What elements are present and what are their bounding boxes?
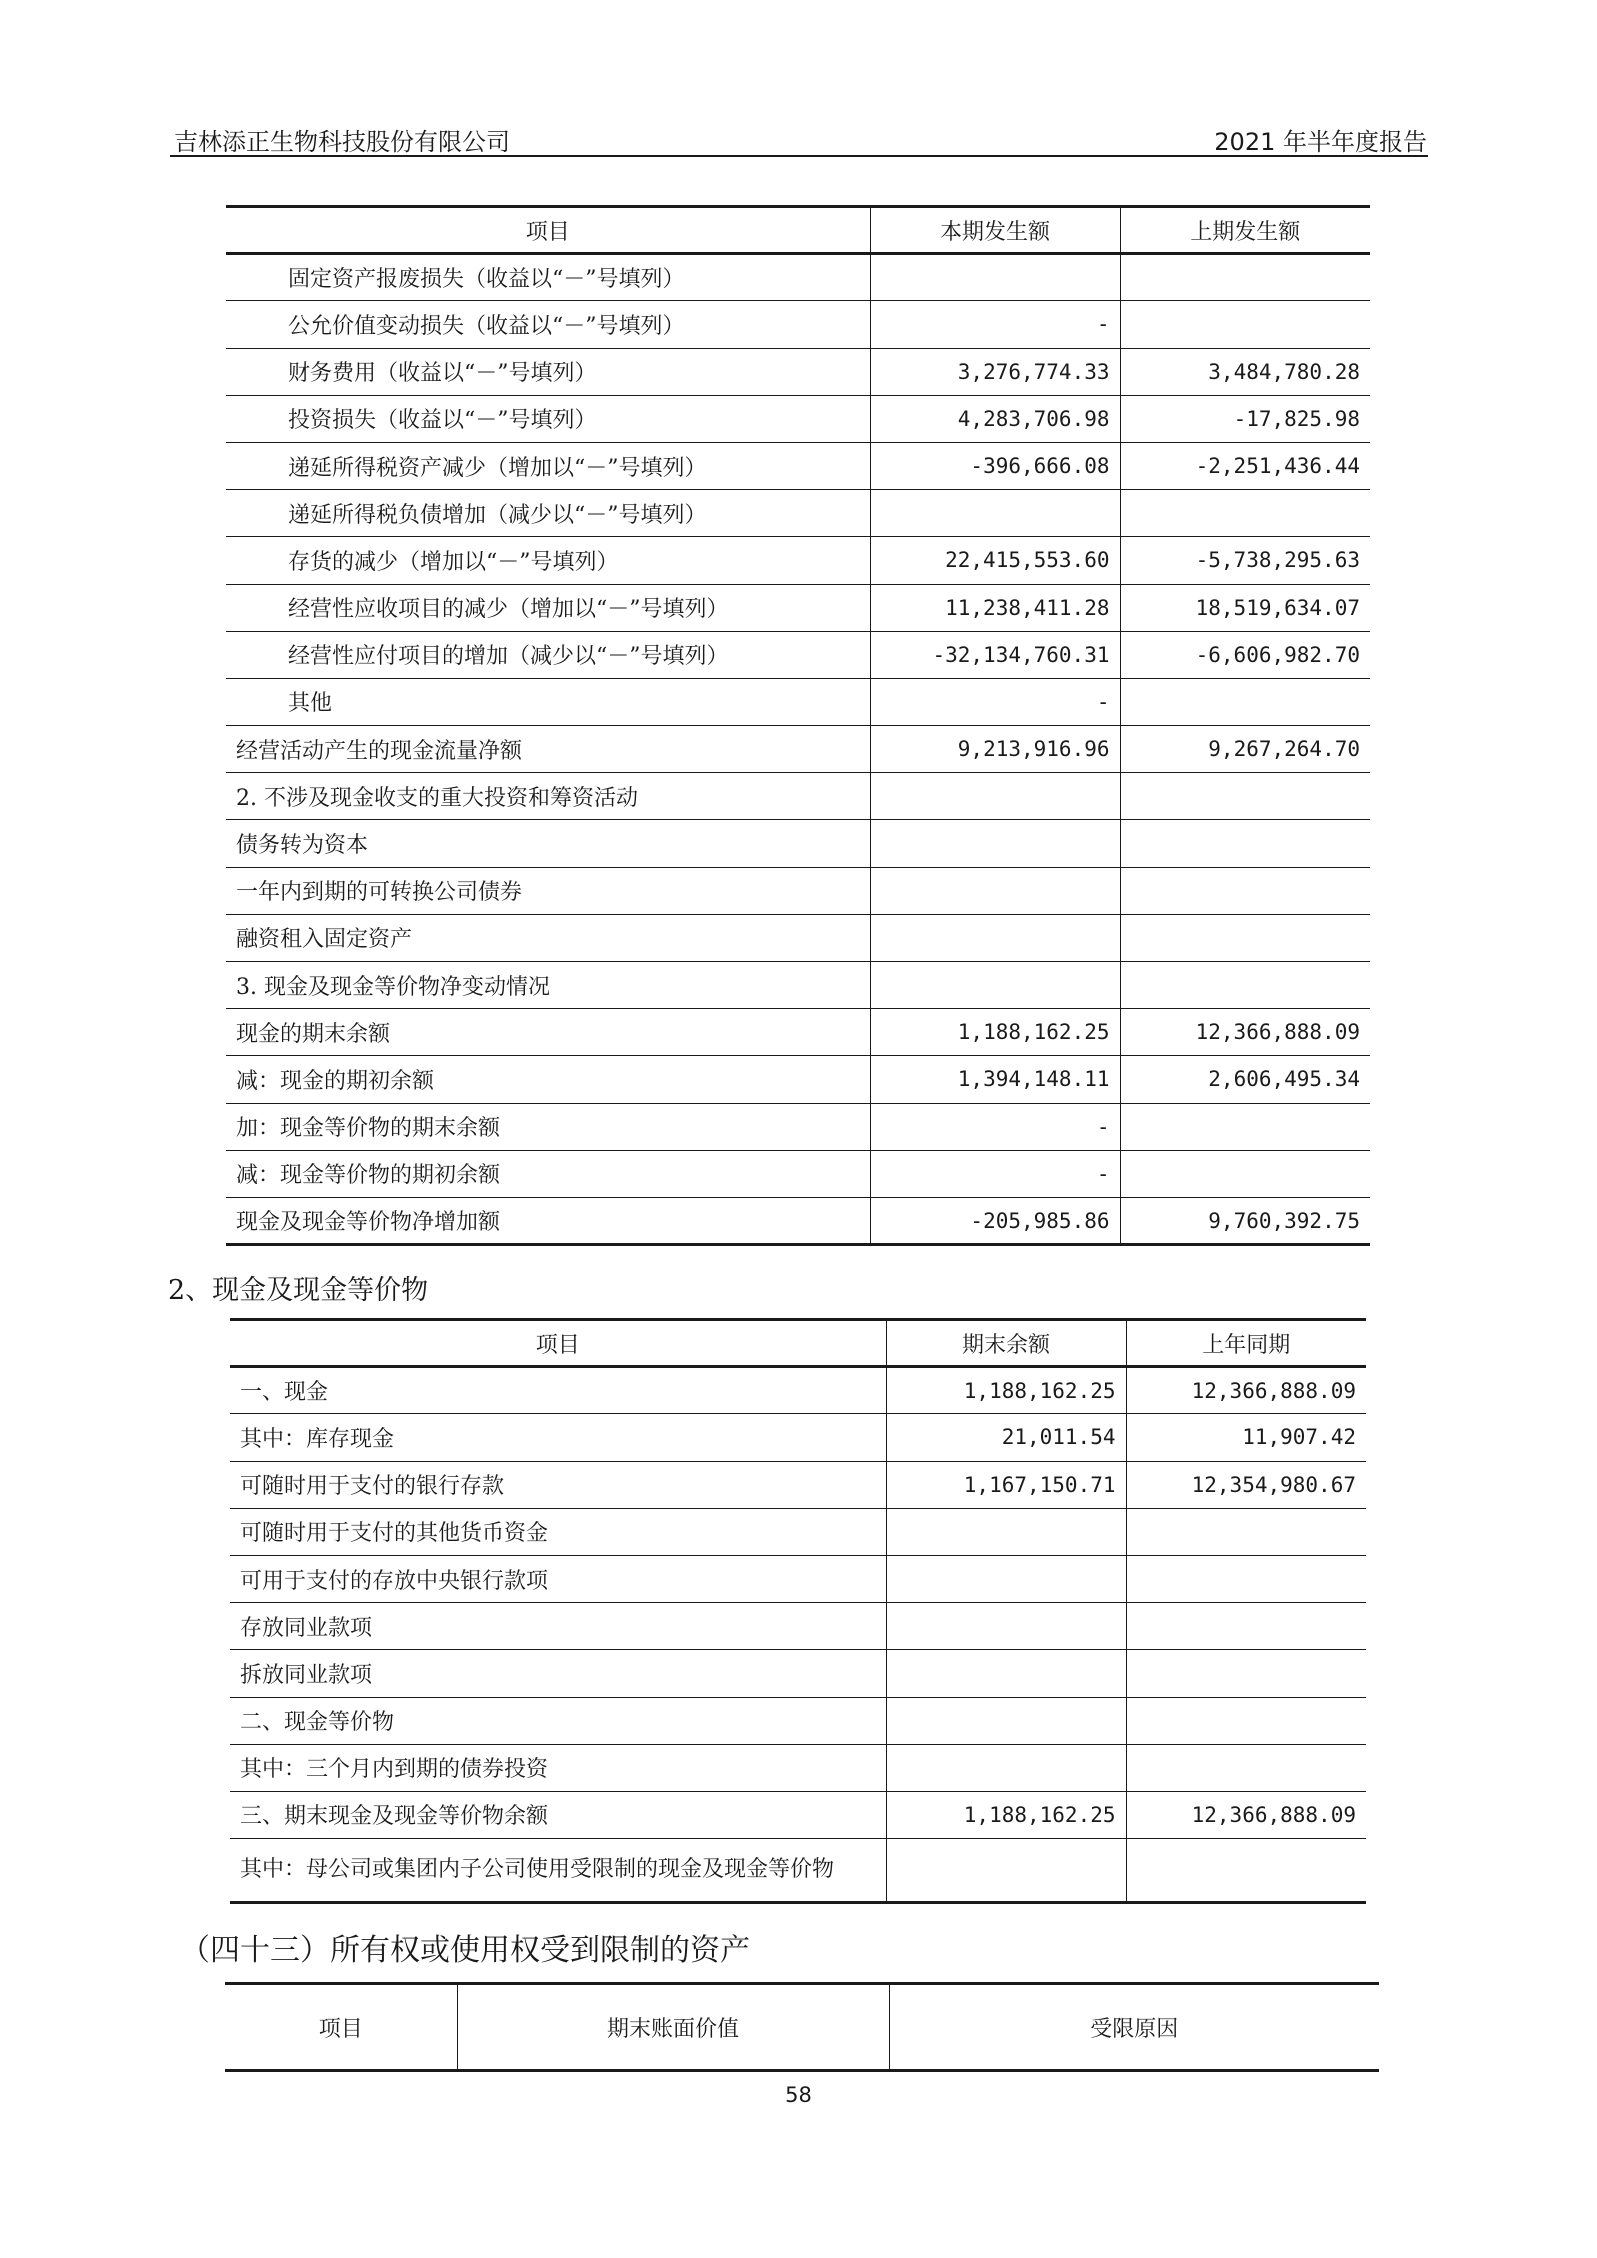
table-row bbox=[226, 348, 1370, 395]
table-row bbox=[230, 1744, 1366, 1791]
table-row bbox=[226, 773, 1370, 820]
page-number: 58 bbox=[785, 2083, 812, 2107]
table-row bbox=[226, 1056, 1370, 1103]
table-row bbox=[226, 631, 1370, 678]
prior-period-value: 12,366,888.09 bbox=[1120, 1009, 1370, 1056]
current-period-value bbox=[870, 962, 1120, 1009]
row-label: 递延所得税资产减少（增加以“－”号填列） bbox=[226, 442, 870, 489]
table-header-row bbox=[226, 207, 1370, 254]
table-row bbox=[226, 820, 1370, 867]
column-header-prior-year: 上年同期 bbox=[1126, 1320, 1366, 1367]
current-period-value: 1,188,162.25 bbox=[870, 1009, 1120, 1056]
table-row bbox=[230, 1414, 1366, 1461]
prior-year-value bbox=[1126, 1603, 1366, 1650]
column-header-current-period: 本期发生额 bbox=[870, 207, 1120, 254]
current-period-value: - bbox=[870, 301, 1120, 348]
current-period-value: - bbox=[870, 1150, 1120, 1197]
prior-period-value: 9,760,392.75 bbox=[1120, 1197, 1370, 1244]
column-header-period-end: 期末余额 bbox=[886, 1320, 1126, 1367]
table-row bbox=[230, 1839, 1366, 1903]
table-row bbox=[226, 914, 1370, 961]
current-period-value: -205,985.86 bbox=[870, 1197, 1120, 1244]
column-header-book-value: 期末账面价值 bbox=[457, 1984, 889, 2071]
row-label: 递延所得税负债增加（减少以“－”号填列） bbox=[226, 490, 870, 537]
section-title-cash-equivalents: 2、现金及现金等价物 bbox=[168, 1275, 429, 1306]
prior-period-value: 2,606,495.34 bbox=[1120, 1056, 1370, 1103]
column-header-restriction-reason: 受限原因 bbox=[889, 1984, 1379, 2071]
row-label: 可随时用于支付的其他货币资金 bbox=[230, 1508, 886, 1555]
row-label: 融资租入固定资产 bbox=[226, 914, 870, 961]
row-label: 存放同业款项 bbox=[230, 1603, 886, 1650]
prior-year-value: 11,907.42 bbox=[1126, 1414, 1366, 1461]
current-period-value: -396,666.08 bbox=[870, 442, 1120, 489]
row-label: 公允价值变动损失（收益以“－”号填列） bbox=[226, 301, 870, 348]
period-end-value bbox=[886, 1650, 1126, 1697]
prior-period-value: -6,606,982.70 bbox=[1120, 631, 1370, 678]
cash-equivalents-table bbox=[230, 1318, 1366, 1904]
row-label: 其他 bbox=[226, 678, 870, 725]
period-end-value bbox=[886, 1744, 1126, 1791]
prior-period-value: -17,825.98 bbox=[1120, 395, 1370, 442]
table-row bbox=[226, 395, 1370, 442]
prior-period-value bbox=[1120, 301, 1370, 348]
prior-period-value bbox=[1120, 678, 1370, 725]
table-header-row bbox=[225, 1984, 1379, 2071]
table-row bbox=[226, 584, 1370, 631]
table-row bbox=[226, 442, 1370, 489]
prior-period-value bbox=[1120, 962, 1370, 1009]
row-label: 可随时用于支付的银行存款 bbox=[230, 1461, 886, 1508]
row-label: 固定资产报废损失（收益以“－”号填列） bbox=[226, 254, 870, 301]
table-row bbox=[226, 254, 1370, 301]
current-period-value bbox=[870, 820, 1120, 867]
table-row bbox=[226, 962, 1370, 1009]
table-row bbox=[230, 1603, 1366, 1650]
column-header-prior-period: 上期发生额 bbox=[1120, 207, 1370, 254]
prior-period-value: -2,251,436.44 bbox=[1120, 442, 1370, 489]
column-header-item: 项目 bbox=[230, 1320, 886, 1367]
row-label: 3. 现金及现金等价物净变动情况 bbox=[226, 962, 870, 1009]
table-header-row bbox=[230, 1320, 1366, 1367]
row-label: 存货的减少（增加以“－”号填列） bbox=[226, 537, 870, 584]
table-row bbox=[230, 1508, 1366, 1555]
table-row bbox=[230, 1461, 1366, 1508]
table-row bbox=[230, 1791, 1366, 1838]
prior-year-value bbox=[1126, 1650, 1366, 1697]
table-row bbox=[226, 1009, 1370, 1056]
prior-year-value bbox=[1126, 1744, 1366, 1791]
prior-period-value bbox=[1120, 1150, 1370, 1197]
prior-year-value: 12,366,888.09 bbox=[1126, 1367, 1366, 1414]
table-row bbox=[226, 301, 1370, 348]
period-end-value bbox=[886, 1603, 1126, 1650]
current-period-value bbox=[870, 867, 1120, 914]
prior-period-value bbox=[1120, 773, 1370, 820]
section-title-restricted-assets: （四十三）所有权或使用权受到限制的资产 bbox=[180, 1933, 750, 1968]
prior-period-value: 3,484,780.28 bbox=[1120, 348, 1370, 395]
period-end-value bbox=[886, 1508, 1126, 1555]
row-label: 现金及现金等价物净增加额 bbox=[226, 1197, 870, 1244]
row-label: 可用于支付的存放中央银行款项 bbox=[230, 1555, 886, 1602]
row-label: 经营性应收项目的减少（增加以“－”号填列） bbox=[226, 584, 870, 631]
row-label: 经营活动产生的现金流量净额 bbox=[226, 726, 870, 773]
current-period-value: 22,415,553.60 bbox=[870, 537, 1120, 584]
current-period-value bbox=[870, 490, 1120, 537]
current-period-value: 4,283,706.98 bbox=[870, 395, 1120, 442]
prior-period-value: -5,738,295.63 bbox=[1120, 537, 1370, 584]
header-company-name: 吉林添正生物科技股份有限公司 bbox=[174, 128, 510, 156]
prior-year-value bbox=[1126, 1697, 1366, 1744]
period-end-value bbox=[886, 1697, 1126, 1744]
table-row bbox=[230, 1650, 1366, 1697]
prior-period-value: 18,519,634.07 bbox=[1120, 584, 1370, 631]
row-label: 拆放同业款项 bbox=[230, 1650, 886, 1697]
period-end-value: 1,188,162.25 bbox=[886, 1367, 1126, 1414]
table-row bbox=[226, 867, 1370, 914]
prior-period-value bbox=[1120, 254, 1370, 301]
current-period-value: - bbox=[870, 1103, 1120, 1150]
header-divider bbox=[170, 155, 1428, 157]
prior-year-value bbox=[1126, 1839, 1366, 1903]
table-row bbox=[226, 490, 1370, 537]
current-period-value: 11,238,411.28 bbox=[870, 584, 1120, 631]
row-label: 一年内到期的可转换公司债券 bbox=[226, 867, 870, 914]
prior-period-value bbox=[1120, 820, 1370, 867]
prior-year-value: 12,354,980.67 bbox=[1126, 1461, 1366, 1508]
row-label: 现金的期末余额 bbox=[226, 1009, 870, 1056]
prior-year-value bbox=[1126, 1555, 1366, 1602]
table-row bbox=[226, 1197, 1370, 1244]
period-end-value: 1,167,150.71 bbox=[886, 1461, 1126, 1508]
row-label: 减：现金的期初余额 bbox=[226, 1056, 870, 1103]
table-row bbox=[226, 537, 1370, 584]
period-end-value: 1,188,162.25 bbox=[886, 1791, 1126, 1838]
current-period-value: - bbox=[870, 678, 1120, 725]
current-period-value: 3,276,774.33 bbox=[870, 348, 1120, 395]
prior-period-value: 9,267,264.70 bbox=[1120, 726, 1370, 773]
table-row bbox=[226, 1103, 1370, 1150]
row-label: 其中：三个月内到期的债券投资 bbox=[230, 1744, 886, 1791]
current-period-value: 9,213,916.96 bbox=[870, 726, 1120, 773]
row-label: 一、现金 bbox=[230, 1367, 886, 1414]
row-label: 财务费用（收益以“－”号填列） bbox=[226, 348, 870, 395]
prior-period-value bbox=[1120, 490, 1370, 537]
row-label: 加：现金等价物的期末余额 bbox=[226, 1103, 870, 1150]
row-label: 二、现金等价物 bbox=[230, 1697, 886, 1744]
table-row bbox=[230, 1555, 1366, 1602]
restricted-assets-table bbox=[225, 1982, 1379, 2072]
current-period-value bbox=[870, 914, 1120, 961]
row-label: 债务转为资本 bbox=[226, 820, 870, 867]
current-period-value bbox=[870, 254, 1120, 301]
cash-flow-supplement-table bbox=[226, 205, 1370, 1246]
table-row bbox=[230, 1367, 1366, 1414]
column-header-item: 项目 bbox=[225, 1984, 457, 2071]
table-row bbox=[230, 1697, 1366, 1744]
table-row bbox=[226, 726, 1370, 773]
row-label: 减：现金等价物的期初余额 bbox=[226, 1150, 870, 1197]
table-row bbox=[226, 678, 1370, 725]
row-label: 三、期末现金及现金等价物余额 bbox=[230, 1791, 886, 1838]
current-period-value: 1,394,148.11 bbox=[870, 1056, 1120, 1103]
current-period-value bbox=[870, 773, 1120, 820]
row-label: 投资损失（收益以“－”号填列） bbox=[226, 395, 870, 442]
period-end-value bbox=[886, 1555, 1126, 1602]
current-period-value: -32,134,760.31 bbox=[870, 631, 1120, 678]
period-end-value bbox=[886, 1839, 1126, 1903]
prior-year-value bbox=[1126, 1508, 1366, 1555]
table-row bbox=[226, 1150, 1370, 1197]
prior-period-value bbox=[1120, 1103, 1370, 1150]
period-end-value: 21,011.54 bbox=[886, 1414, 1126, 1461]
row-label: 其中：库存现金 bbox=[230, 1414, 886, 1461]
row-label: 2. 不涉及现金收支的重大投资和筹资活动 bbox=[226, 773, 870, 820]
row-label: 经营性应付项目的增加（减少以“－”号填列） bbox=[226, 631, 870, 678]
prior-year-value: 12,366,888.09 bbox=[1126, 1791, 1366, 1838]
column-header-item: 项目 bbox=[226, 207, 870, 254]
prior-period-value bbox=[1120, 914, 1370, 961]
header-report-title: 2021 年半年度报告 bbox=[1214, 128, 1427, 156]
prior-period-value bbox=[1120, 867, 1370, 914]
row-label: 其中：母公司或集团内子公司使用受限制的现金及现金等价物 bbox=[230, 1839, 886, 1903]
